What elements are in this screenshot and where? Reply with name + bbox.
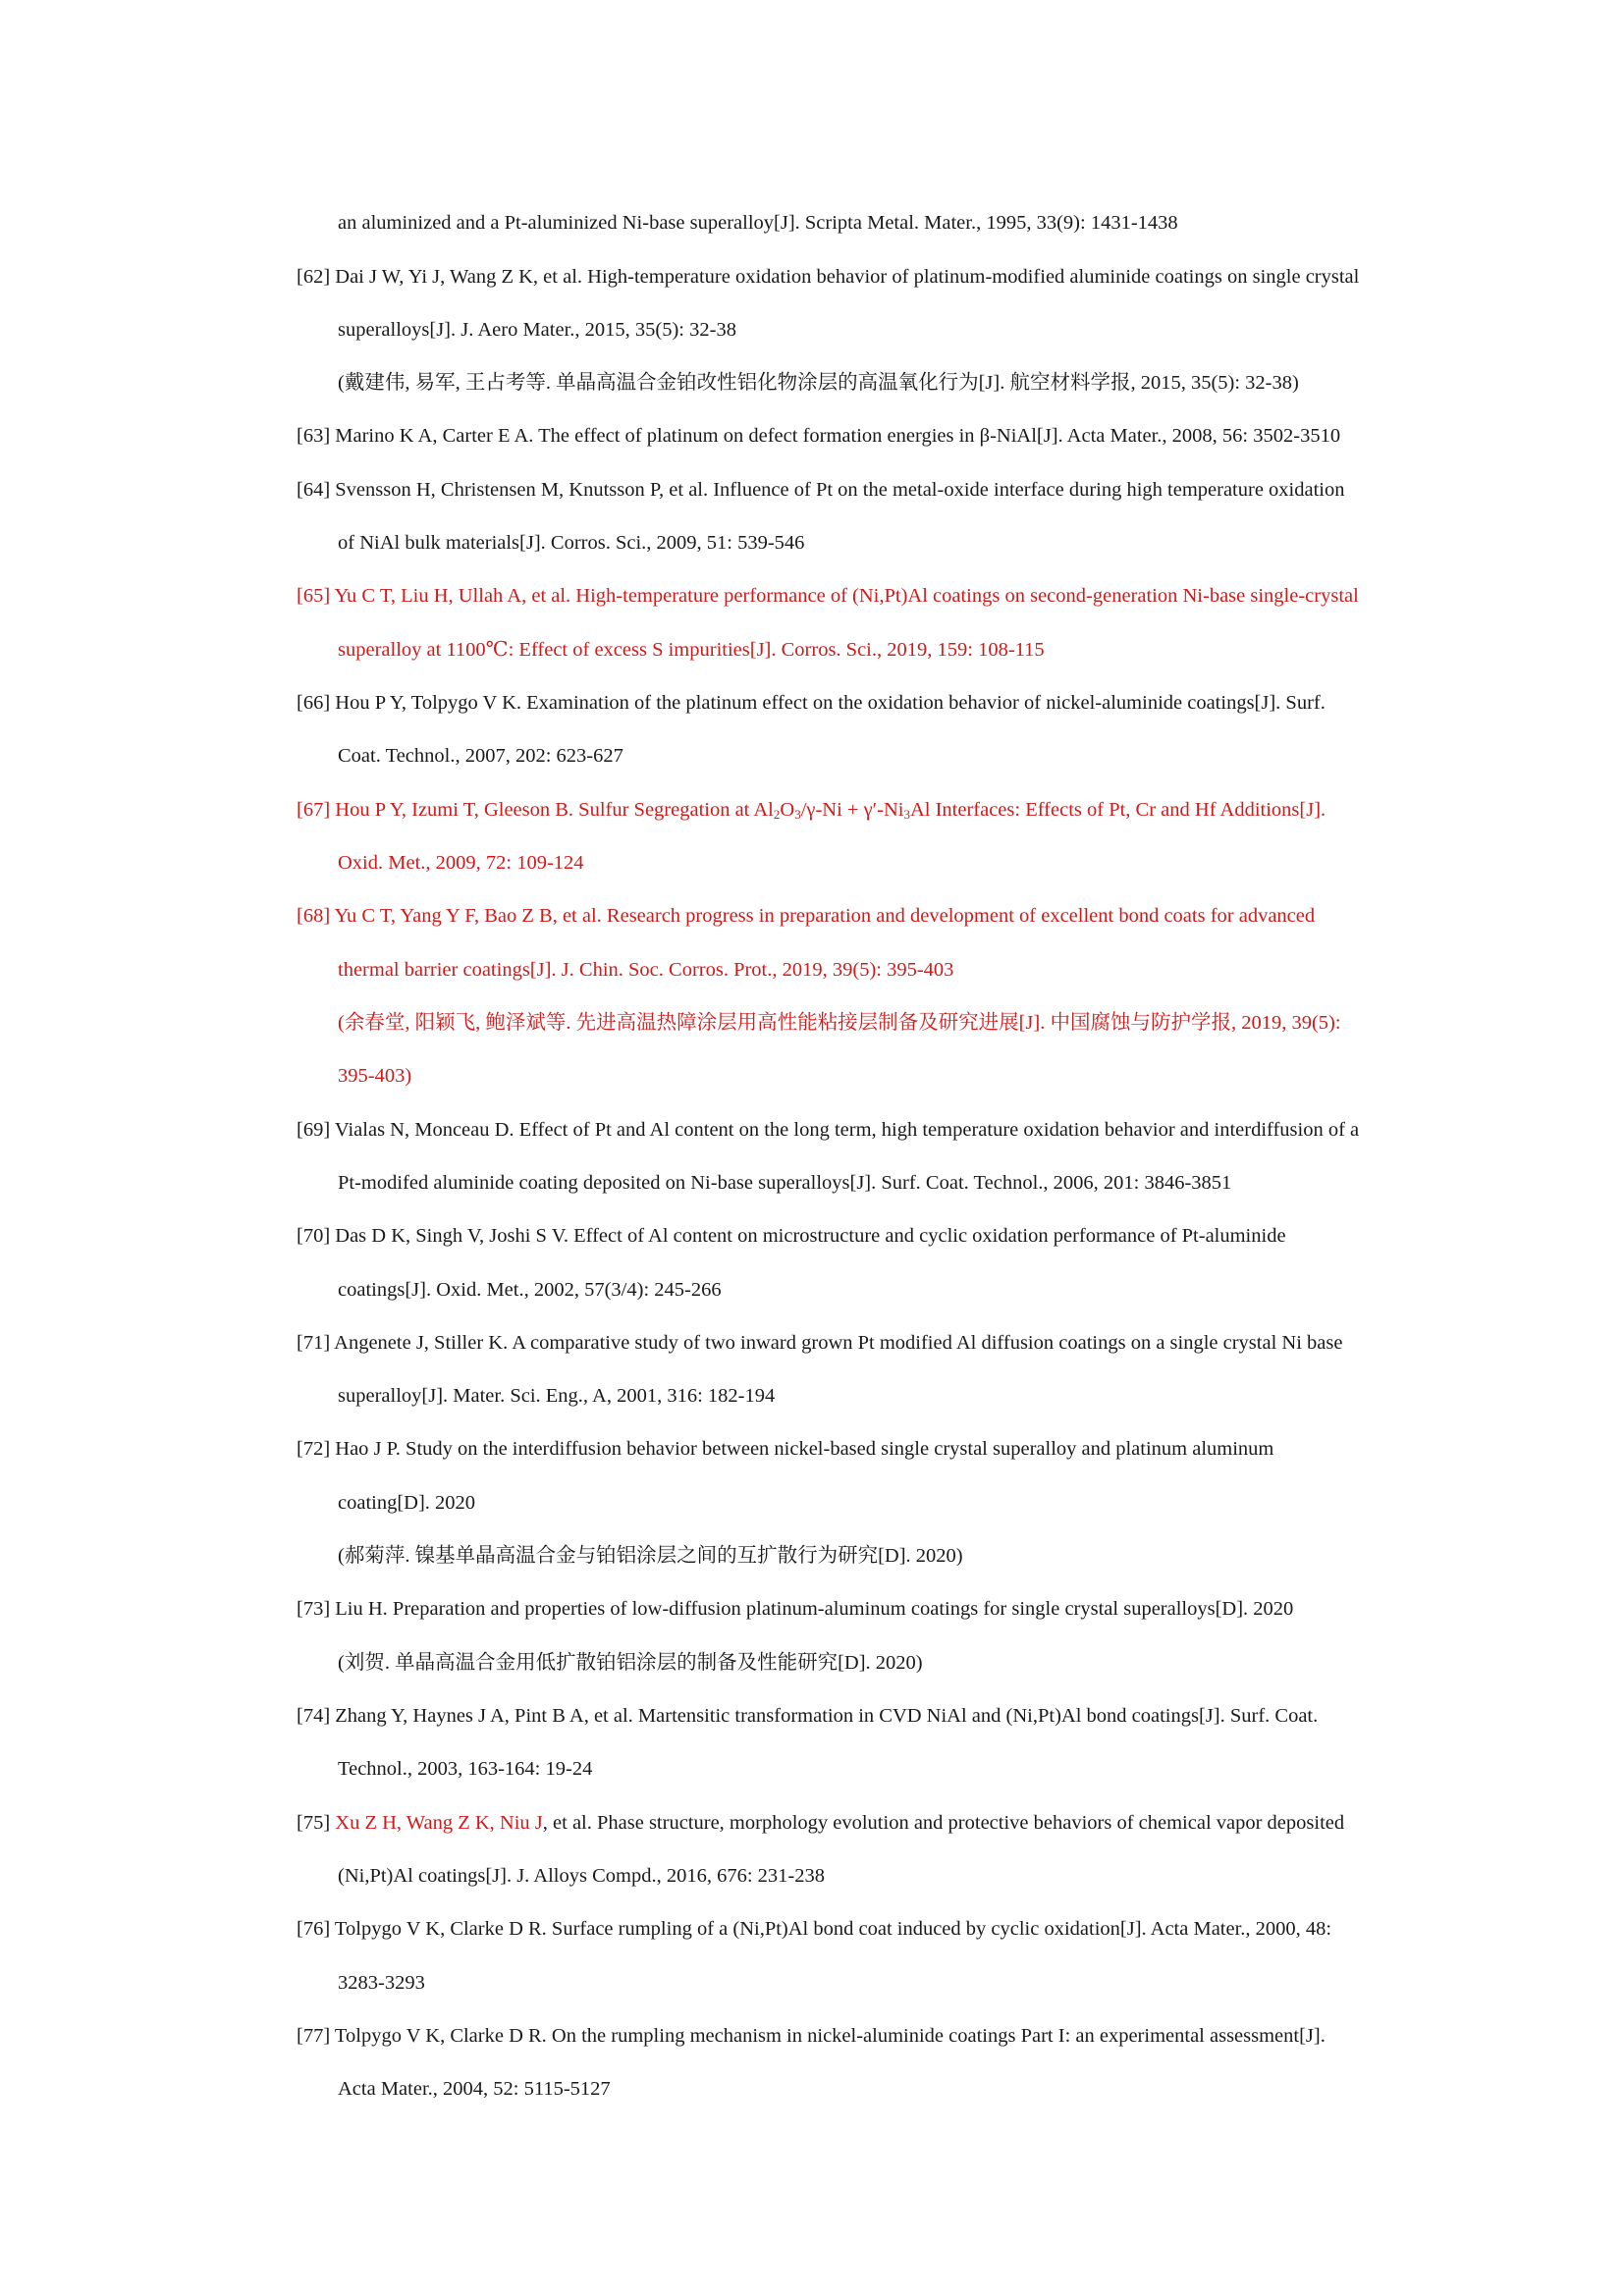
ref-71-line-1: [71] Angenete J, Stiller K. A comparative study of two inward grown Pt modified Al diffusion coatings on a single crystal Ni base bbox=[297, 1332, 1343, 1354]
ref-72-line-1: [72] Hao J P. Study on the interdiffusion behavior between nickel-based single crystal superalloy and platinum aluminum bbox=[297, 1438, 1274, 1460]
ref-72-chinese: (郝菊萍. 镍基单晶高温合金与铂铝涂层之间的互扩散行为研究[D]. 2020) bbox=[338, 1545, 963, 1567]
ref-75-line-2: (Ni,Pt)Al coatings[J]. J. Alloys Compd., 2016, 676: 231-238 bbox=[338, 1865, 825, 1887]
ref-62-chinese: (戴建伟, 易军, 王占考等. 单晶高温合金铂改性铝化物涂层的高温氧化行为[J]. 航空材料学报, 2015, 35(5): 32-38) bbox=[338, 372, 1299, 394]
ref-68-chinese-2: 395-403) bbox=[338, 1065, 412, 1087]
ref-65-line-2: superalloy at 1100℃: Effect of excess S impurities[J]. Corros. Sci., 2019, 159: 108-115 bbox=[338, 639, 1045, 661]
ref-76-line-1: [76] Tolpygo V K, Clarke D R. Surface rumpling of a (Ni,Pt)Al bond coat induced by cyclic oxidation[J]. Acta Mater., 2000, 48: bbox=[297, 1918, 1332, 1940]
ref-68-chinese-1: (余春堂, 阳颖飞, 鲍泽斌等. 先进高温热障涂层用高性能粘接层制备及研究进展[J]. 中国腐蚀与防护学报, 2019, 39(5): bbox=[338, 1012, 1341, 1034]
subscript: 2 bbox=[773, 807, 781, 822]
ref-67-text: O bbox=[780, 799, 795, 821]
ref-77-line-1: [77] Tolpygo V K, Clarke D R. On the rumpling mechanism in nickel-aluminide coatings Part I: an experimental assessment[J]. bbox=[297, 2025, 1326, 2047]
ref-76-line-2: 3283-3293 bbox=[338, 1972, 425, 1994]
ref-73-chinese: (刘贺. 单晶高温合金用低扩散铂铝涂层的制备及性能研究[D]. 2020) bbox=[338, 1652, 923, 1674]
ref-71-line-2: superalloy[J]. Mater. Sci. Eng., A, 2001, 316: 182-194 bbox=[338, 1385, 776, 1407]
ref-63-line-1: [63] Marino K A, Carter E A. The effect of platinum on defect formation energies in β-NiAl[J]. Acta Mater., 2008, 56: 3502-3510 bbox=[297, 425, 1341, 447]
ref-74-line-2: Technol., 2003, 163-164: 19-24 bbox=[338, 1758, 593, 1780]
ref-73-line-1: [73] Liu H. Preparation and properties of low-diffusion platinum-aluminum coatings for single crystal superalloys[D]. 2020 bbox=[297, 1598, 1294, 1620]
ref-72-line-2: coating[D]. 2020 bbox=[338, 1492, 476, 1514]
ref-64-line-1: [64] Svensson H, Christensen M, Knutsson P, et al. Influence of Pt on the metal-oxide interface during high temperature oxidation bbox=[297, 479, 1345, 501]
ref-67-line-2: Oxid. Met., 2009, 72: 109-124 bbox=[338, 852, 584, 874]
ref-75-authors-highlight: Xu Z H, Wang Z K, Niu J bbox=[335, 1812, 543, 1834]
ref-69-line-1: [69] Vialas N, Monceau D. Effect of Pt and Al content on the long term, high temperature oxidation behavior and interdiffusion of a bbox=[297, 1119, 1360, 1141]
ref-64-line-2: of NiAl bulk materials[J]. Corros. Sci., 2009, 51: 539-546 bbox=[338, 532, 805, 554]
ref-77-line-2: Acta Mater., 2004, 52: 5115-5127 bbox=[338, 2078, 611, 2100]
ref-67-text: [67] Hou P Y, Izumi T, Gleeson B. Sulfur Segregation at Al bbox=[297, 799, 774, 821]
ref-67-line-1 bbox=[297, 796, 1326, 824]
ref-75-title: , et al. Phase structure, morphology evolution and protective behaviors of chemical vapor deposited bbox=[542, 1812, 1345, 1834]
ref-68-line-1: [68] Yu C T, Yang Y F, Bao Z B, et al. Research progress in preparation and development of excellent bond coats for advanced bbox=[297, 905, 1316, 927]
ref-69-line-2: Pt-modifed aluminide coating deposited on Ni-base superalloys[J]. Surf. Coat. Technol., 2006, 201: 3846-3851 bbox=[338, 1172, 1232, 1194]
ref-62-line-1: [62] Dai J W, Yi J, Wang Z K, et al. High-temperature oxidation behavior of platinum-modified aluminide coatings on single crystal bbox=[297, 266, 1360, 288]
ref-62-line-2: superalloys[J]. J. Aero Mater., 2015, 35(5): 32-38 bbox=[338, 319, 736, 341]
ref-67-text: /γ-Ni + γ′-Ni bbox=[800, 799, 904, 821]
ref-67-text: Al Interfaces: Effects of Pt, Cr and Hf Additions[J]. bbox=[909, 799, 1326, 821]
subscript: 3 bbox=[794, 807, 801, 822]
ref-70-line-2: coatings[J]. Oxid. Met., 2002, 57(3/4): 245-266 bbox=[338, 1279, 722, 1301]
ref-70-line-1: [70] Das D K, Singh V, Joshi S V. Effect of Al content on microstructure and cyclic oxidation performance of Pt-aluminide bbox=[297, 1225, 1286, 1247]
subscript: 3 bbox=[903, 807, 910, 822]
ref-75-line-1 bbox=[297, 1809, 1344, 1837]
ref-75-number: [75] bbox=[297, 1812, 336, 1834]
ref-66-line-1: [66] Hou P Y, Tolpygo V K. Examination of the platinum effect on the oxidation behavior of nickel-aluminide coatings[J]. Surf. bbox=[297, 692, 1326, 714]
ref-68-line-2: thermal barrier coatings[J]. J. Chin. Soc. Corros. Prot., 2019, 39(5): 395-403 bbox=[338, 959, 954, 981]
ref-61-continuation: an aluminized and a Pt-aluminized Ni-base superalloy[J]. Scripta Metal. Mater., 1995, 33(9): 1431-1438 bbox=[338, 212, 1178, 234]
ref-65-line-1: [65] Yu C T, Liu H, Ullah A, et al. High-temperature performance of (Ni,Pt)Al coatings on second-generation Ni-base single-crystal bbox=[297, 585, 1359, 607]
ref-74-line-1: [74] Zhang Y, Haynes J A, Pint B A, et al. Martensitic transformation in CVD NiAl and (Ni,Pt)Al bond coatings[J]. Surf. Coat. bbox=[297, 1705, 1319, 1727]
ref-66-line-2: Coat. Technol., 2007, 202: 623-627 bbox=[338, 745, 623, 767]
